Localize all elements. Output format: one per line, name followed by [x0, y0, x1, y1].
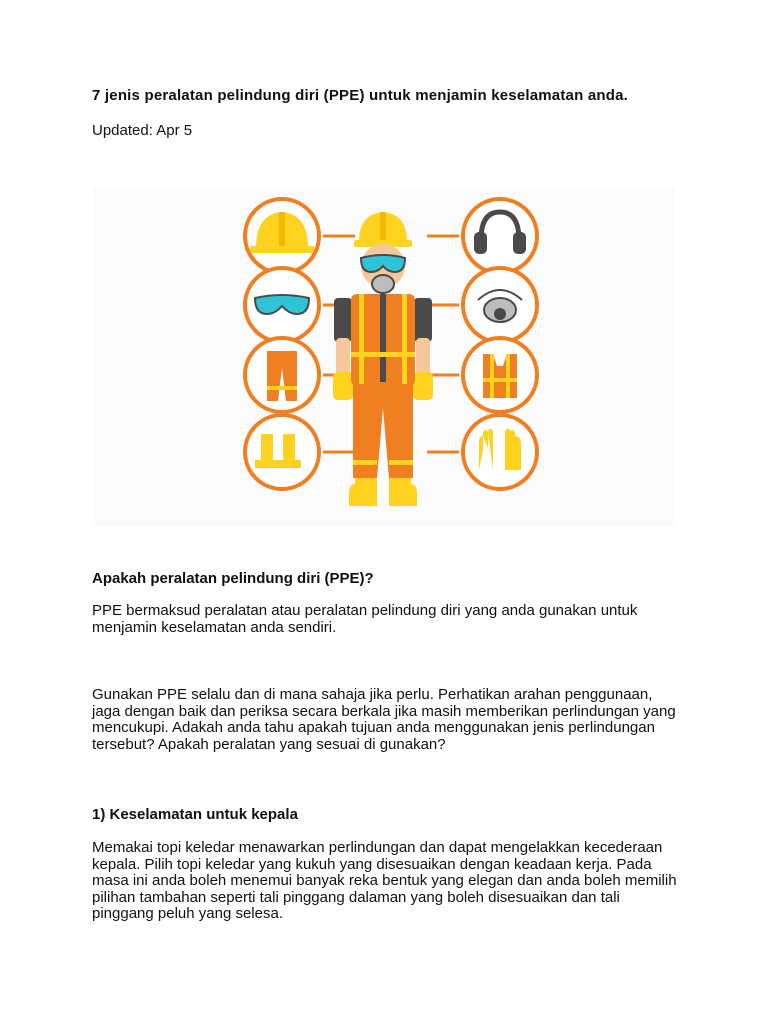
respirator-mask-icon [463, 268, 537, 342]
safety-goggles-icon [245, 268, 319, 342]
section-heading-ppe: Apakah peralatan pelindung diri (PPE)? [92, 570, 374, 587]
hard-hat-icon [245, 199, 319, 273]
section-heading-head-safety: 1) Keselamatan untuk kepala [92, 806, 298, 823]
safety-pants-icon [245, 338, 319, 412]
safety-boots-icon [245, 415, 319, 489]
ppe-illustration-svg [93, 188, 675, 526]
ppe-illustration [93, 188, 675, 526]
paragraph-ppe-usage: Gunakan PPE selalu dan di mana sahaja jika perlu. Perhatikan arahan penggunaan, jaga dengan baik dan periksa secara berkala jika masih memberikan perlindungan yang mencukupi. Adakah anda tahu apakah tujuan anda menggunakan jenis perlindungan tersebut? Apakah peralatan yang sesuai di gunakan? [92, 686, 676, 753]
updated-date: Updated: Apr 5 [92, 122, 193, 139]
worker-figure [333, 212, 433, 506]
paragraph-ppe-definition: PPE bermaksud peralatan atau peralatan pelindung diri yang anda gunakan untuk menjamin keselamatan anda sendiri. [92, 602, 638, 636]
safety-vest-icon [463, 338, 537, 412]
paragraph-head-safety: Memakai topi keledar menawarkan perlindungan dan dapat mengelakkan kecederaan kepala. Pilih topi keledar yang kukuh yang disesuaikan dengan keadaan kerja. Pada masa ini anda boleh menemui banyak reka bentuk yang elegan dan anda boleh memilih pilihan tambahan seperti tali pinggang dalaman yang boleh disesuaikan dan tali pinggang peluh yang selesa. [92, 839, 677, 922]
safety-gloves-icon [463, 415, 537, 489]
ear-muffs-icon [463, 199, 537, 273]
page-title: 7 jenis peralatan pelindung diri (PPE) untuk menjamin keselamatan anda. [92, 87, 628, 104]
